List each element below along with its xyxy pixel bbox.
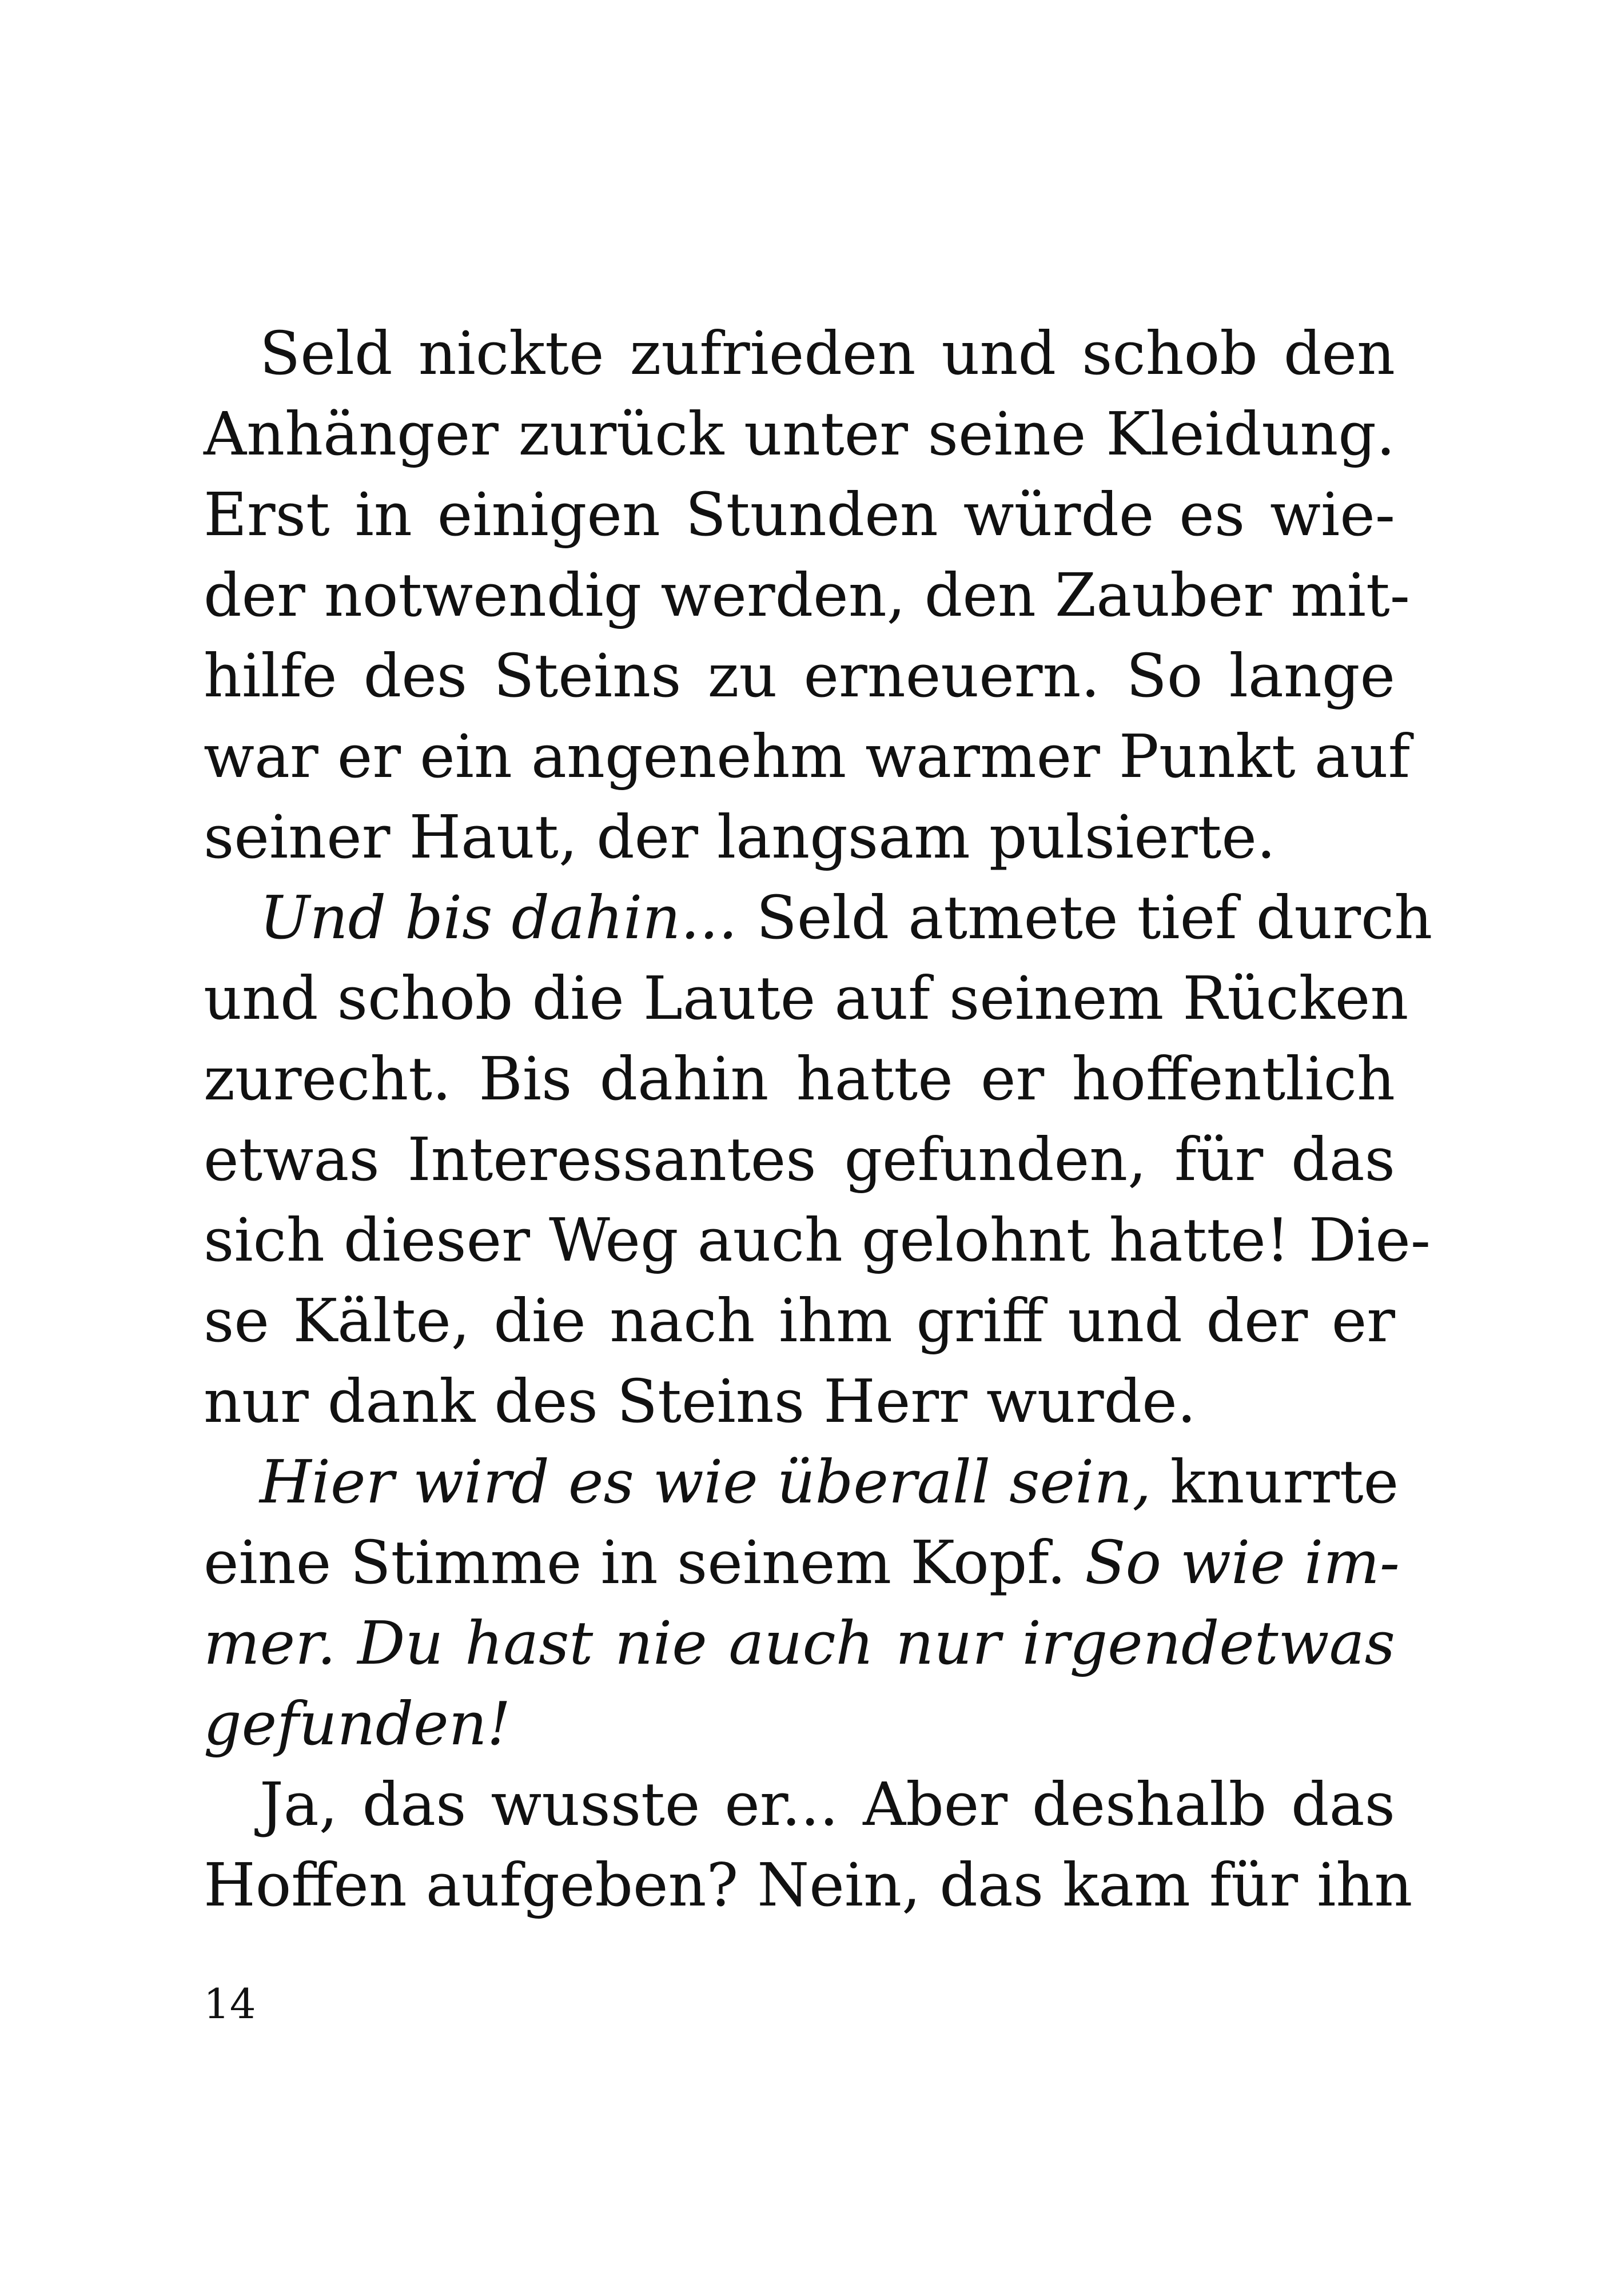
text-line: Und bis dahin... Seld atmete tief durch <box>260 883 1433 952</box>
text-line: mer. Du hast nie auch nur irgendetwas <box>204 1608 1395 1678</box>
text-line: war er ein angenehm warmer Punkt auf <box>204 722 1411 791</box>
text-line: eine Stimme in seinem Kopf. So wie im- <box>204 1528 1400 1597</box>
text-line: Seld nickte zufrieden und schob den <box>260 318 1395 388</box>
text-line: Ja, das wusste er... Aber deshalb das <box>260 1769 1395 1839</box>
text-line: etwas Interessantes gefunden, für das <box>204 1125 1395 1194</box>
text-line: Hier wird es wie überall sein, knurrte <box>260 1447 1399 1517</box>
text-line: zurecht. Bis dahin hatte er hoffentlich <box>204 1044 1395 1114</box>
text-line: der notwendig werden, den Zauber mit- <box>204 560 1410 630</box>
text-line: Anhänger zurück unter seine Kleidung. <box>204 399 1395 469</box>
text-line: Erst in einigen Stunden würde es wie- <box>204 480 1395 549</box>
text-line: se Kälte, die nach ihm griff und der er <box>204 1286 1395 1356</box>
text-line: nur dank des Steins Herr wurde. <box>204 1366 1196 1436</box>
text-line: Hoffen aufgeben? Nein, das kam für ihn <box>204 1850 1413 1920</box>
text-line: gefunden! <box>204 1689 511 1759</box>
text-line: und schob die Laute auf seinem Rücken <box>204 963 1409 1033</box>
text-line: sich dieser Weg auch gelohnt hatte! Die- <box>204 1205 1431 1275</box>
text-line: hilfe des Steins zu erneuern. So lange <box>204 641 1395 711</box>
body-text <box>204 313 1433 1926</box>
page-number: 14 <box>204 1980 256 2028</box>
text-line: seiner Haut, der langsam pulsierte. <box>204 802 1276 872</box>
